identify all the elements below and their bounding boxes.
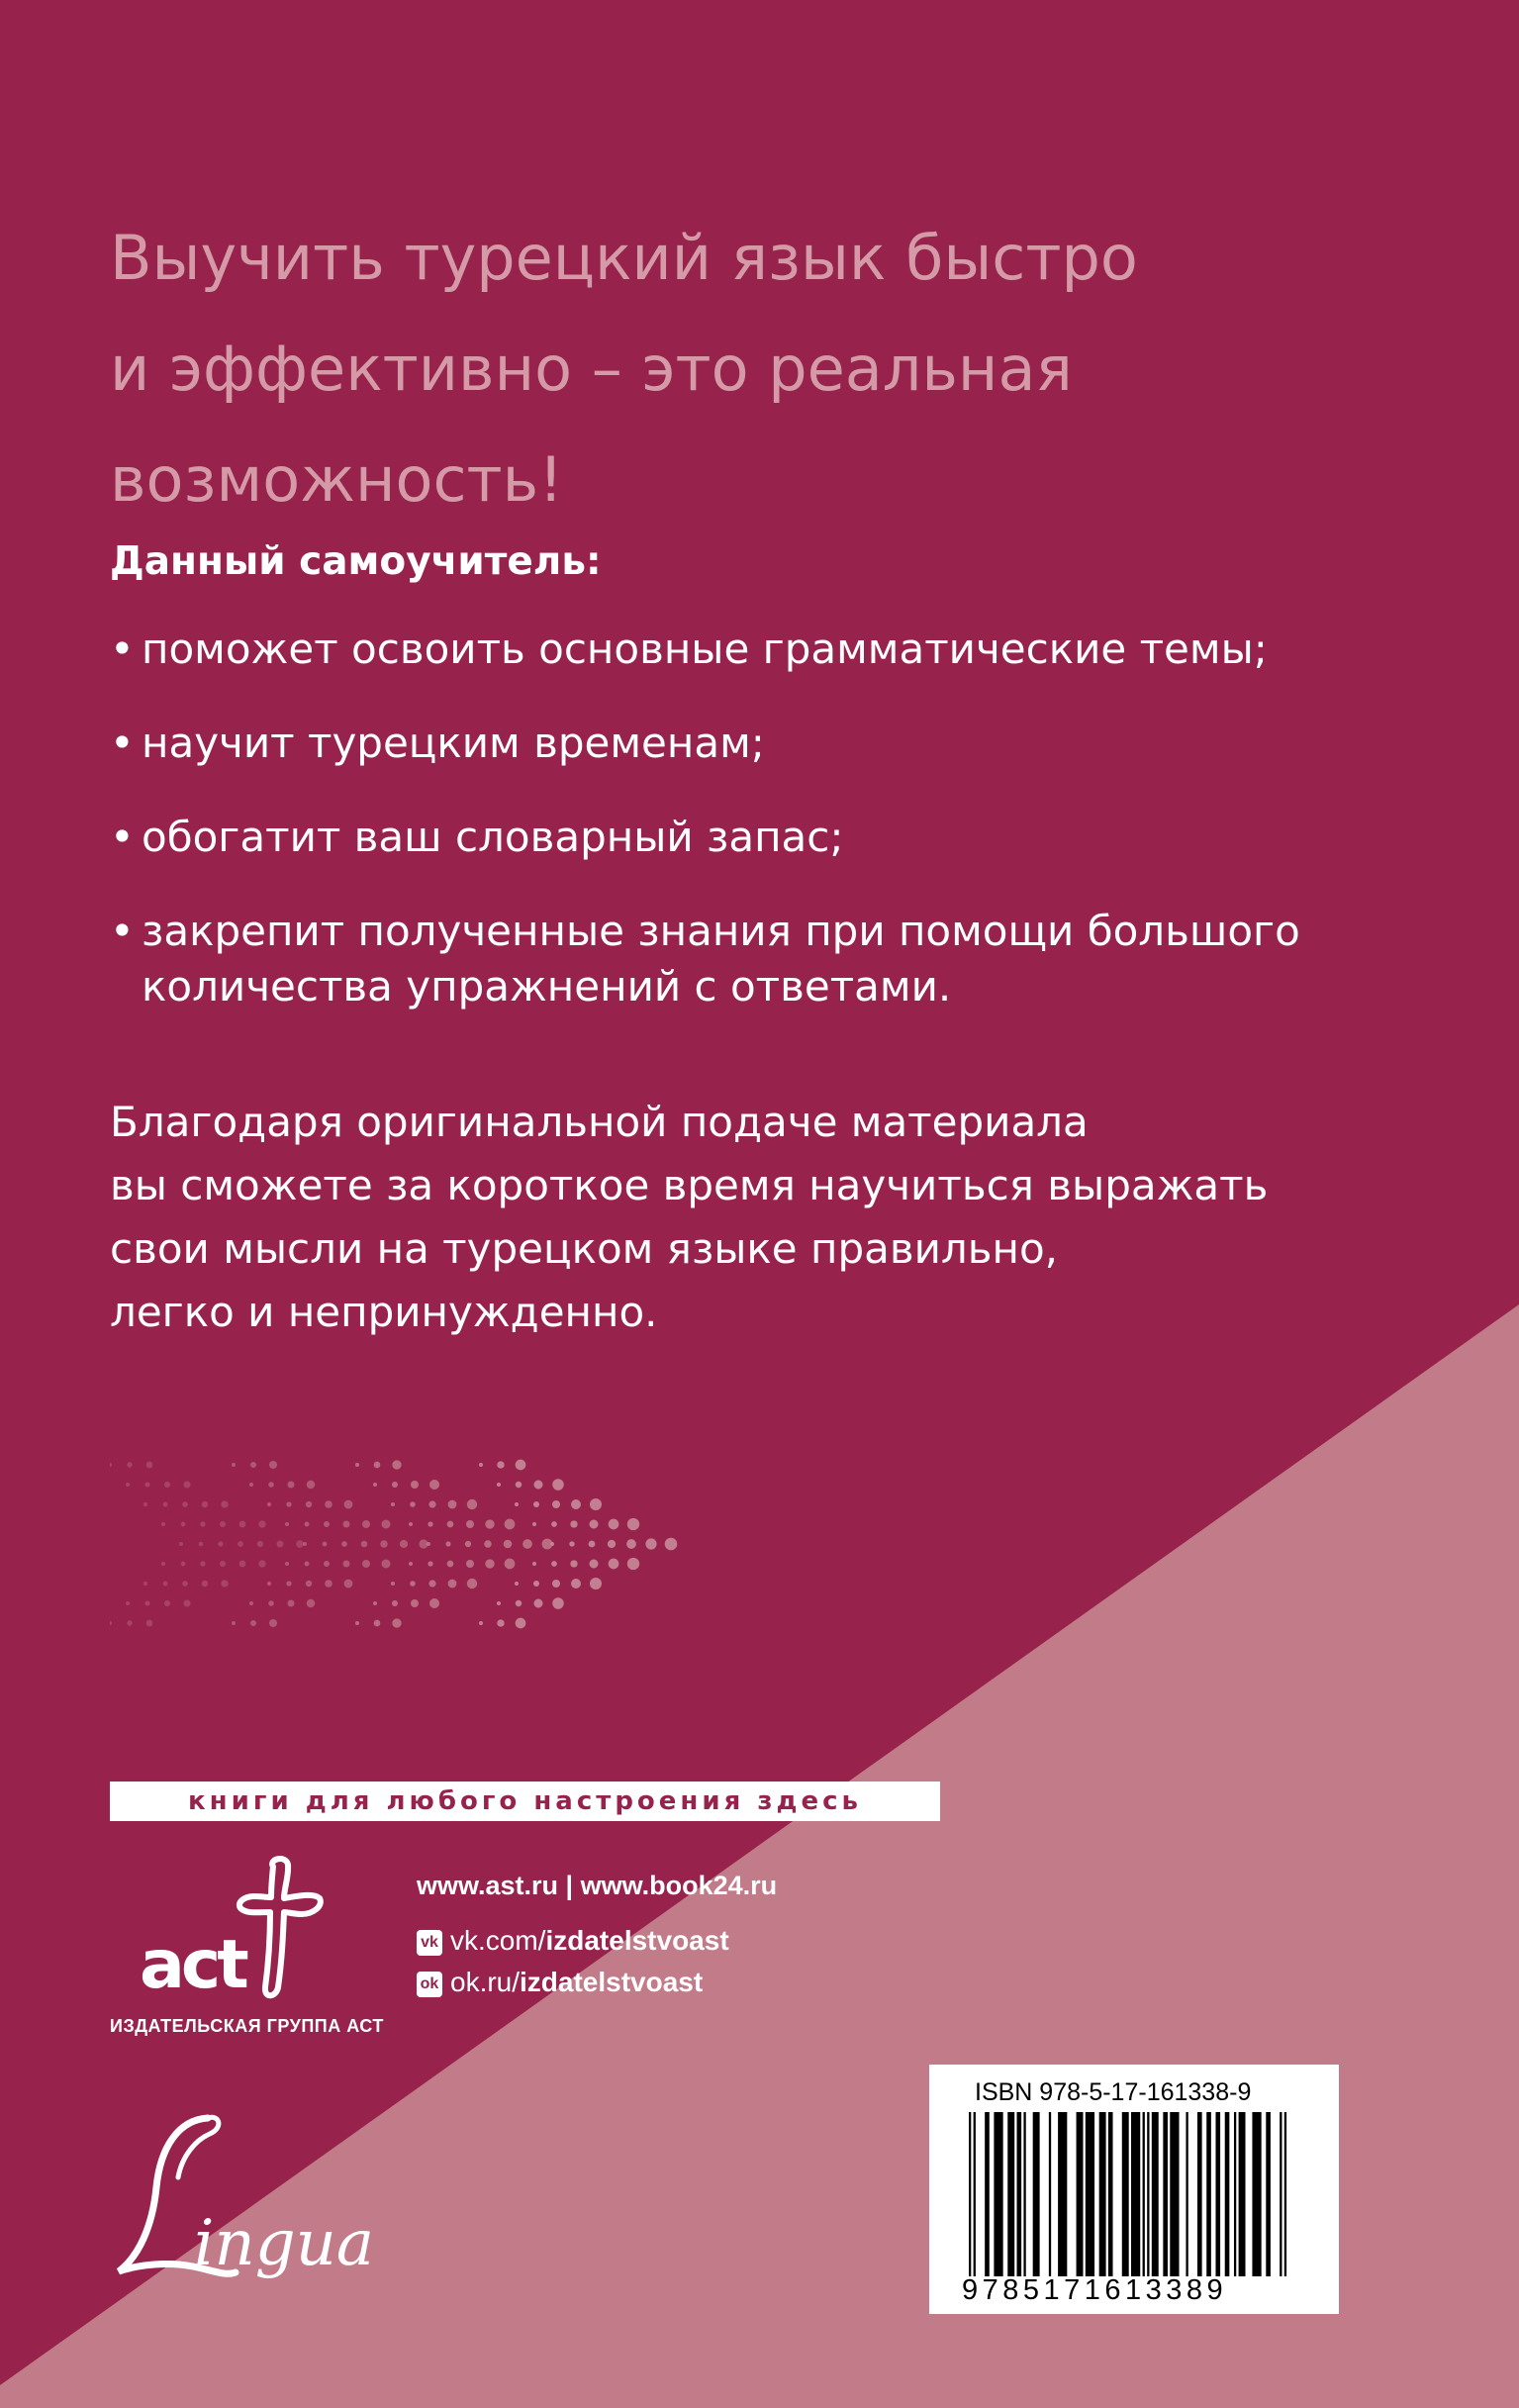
arrow-dot	[484, 1540, 491, 1547]
arrow-dot	[504, 1540, 513, 1549]
arrow-dot	[551, 1561, 557, 1567]
barcode	[929, 2065, 1339, 2314]
arrow-dot	[306, 1501, 312, 1507]
arrow-dot	[303, 1542, 307, 1546]
arrow-dot	[516, 1460, 526, 1471]
barcode-bar	[1215, 2112, 1220, 2276]
arrow-dot	[143, 1582, 147, 1586]
arrow-dot	[392, 1600, 398, 1606]
arrow-dot	[325, 1500, 332, 1508]
arrow-dot	[479, 1463, 483, 1467]
arrow-dot	[570, 1560, 577, 1567]
arrow-dot	[143, 1502, 147, 1506]
ean-digits: 9785171613389	[962, 2274, 1228, 2306]
arrow-dot	[202, 1501, 208, 1507]
arrow-dot	[391, 1582, 395, 1586]
arrow-dot	[427, 1561, 432, 1566]
arrow-dot	[146, 1462, 153, 1469]
arrow-dot	[202, 1581, 208, 1587]
barcode-bar	[1225, 2112, 1230, 2276]
arrow-dot	[325, 1580, 332, 1588]
arrow-dot	[184, 1600, 191, 1607]
arrow-dot	[324, 1521, 330, 1527]
arrow-dot	[161, 1522, 165, 1526]
ok-icon: ok	[417, 1972, 442, 1997]
arrow-dot	[126, 1483, 130, 1487]
arrow-dot	[220, 1521, 226, 1527]
arrow-dot	[515, 1582, 519, 1586]
arrow-dot	[306, 1581, 312, 1587]
intro-heading: Данный самоучитель:	[110, 539, 602, 584]
barcode-bar	[1007, 2112, 1014, 2276]
arrow-dot	[448, 1500, 457, 1509]
arrow-dot	[429, 1480, 439, 1490]
list-item	[110, 622, 1396, 677]
arrow-dot	[570, 1520, 577, 1527]
arrow-dot	[505, 1559, 516, 1570]
arrow-dot	[161, 1562, 165, 1566]
arrow-dot	[179, 1542, 183, 1546]
list-item-text: обогатит ваш словарный запас;	[142, 813, 844, 861]
arrow-dot	[532, 1522, 536, 1526]
arrow-dot	[127, 1620, 132, 1625]
arrow-dot	[250, 1620, 256, 1626]
arrow-dot	[343, 1561, 350, 1568]
arrow-dot	[571, 1579, 581, 1589]
arrow-dot	[164, 1600, 170, 1606]
arrow-dot	[428, 1500, 435, 1507]
headline-line: Выучить турецкий язык быстро	[110, 222, 1138, 294]
arrow-dot	[427, 1521, 432, 1526]
arrow-dot	[410, 1501, 416, 1507]
arrow-dot	[428, 1580, 435, 1587]
vk-handle: izdatelstvoast	[545, 1925, 729, 1956]
arrow-dot	[344, 1500, 353, 1509]
barcode-bar	[1058, 2112, 1067, 2276]
arrow-dot	[361, 1541, 368, 1548]
arrow-dot	[497, 1461, 504, 1468]
arrow-dot	[392, 1618, 401, 1627]
arrow-dot	[411, 1481, 419, 1489]
arrow-dot	[391, 1502, 395, 1506]
arrow-dot	[466, 1560, 474, 1568]
arrow-dot	[220, 1561, 226, 1567]
arrow-dot	[110, 1621, 112, 1625]
arrow-dot	[516, 1600, 522, 1607]
arrow-dot	[589, 1541, 596, 1548]
arrow-dot	[239, 1561, 246, 1568]
barcode-bar	[1108, 2112, 1113, 2276]
list-item-text: поможет освоить основные грамматические темы;	[142, 625, 1268, 673]
arrow-dot	[551, 1521, 557, 1527]
arrow-dot	[392, 1460, 401, 1469]
dotted-arrows-decoration	[110, 1455, 723, 1633]
ast-logo	[110, 1849, 367, 2007]
arrow-dot	[145, 1601, 150, 1606]
arrow-dot	[269, 1461, 277, 1469]
arrow-dot	[447, 1521, 454, 1528]
ok-prefix: ok.ru/	[450, 1967, 521, 1997]
barcode-bar	[1170, 2112, 1179, 2276]
description-line: свои мысли на турецком языке правильно,	[110, 1224, 1059, 1273]
barcode-bar	[1049, 2112, 1051, 2276]
arrow-dot	[267, 1582, 271, 1586]
arrow-dot	[355, 1621, 359, 1625]
arrow-dot	[285, 1562, 289, 1566]
arrow-dot	[627, 1558, 639, 1570]
arrow-dot	[485, 1559, 494, 1568]
arrow-dot	[626, 1539, 636, 1549]
arrow-dot	[552, 1597, 564, 1609]
vk-icon: vk	[417, 1930, 442, 1956]
arrow-dot	[382, 1560, 391, 1569]
arrow-dot	[497, 1601, 501, 1605]
arrow-dot	[324, 1561, 330, 1567]
websites[interactable]: www.ast.ru | www.book24.ru	[417, 1871, 778, 1900]
list-item-text: научит турецким временам;	[142, 719, 765, 767]
arrow-dot	[285, 1522, 289, 1526]
arrow-dot	[552, 1500, 560, 1508]
arrow-dot	[571, 1499, 581, 1509]
barcode-bar	[1152, 2112, 1159, 2276]
arrow-dot	[267, 1502, 271, 1506]
arrow-dot	[182, 1581, 188, 1587]
barcode-bar	[1280, 2112, 1282, 2276]
barcode-bar	[1077, 2112, 1084, 2276]
arrow-dot	[286, 1581, 291, 1586]
arrow-dot	[590, 1520, 599, 1529]
arrow-dot	[392, 1482, 398, 1488]
arrow-dot	[409, 1522, 413, 1526]
arrow-dot	[609, 1519, 619, 1530]
arrow-dot	[373, 1601, 377, 1605]
barcode-bar	[1131, 2112, 1140, 2276]
ok-link[interactable]	[417, 1967, 703, 1998]
arrow-dot	[288, 1482, 295, 1489]
arrow-dot	[218, 1541, 223, 1546]
arrow-dot	[447, 1561, 454, 1568]
bullet-icon: •	[110, 719, 135, 767]
arrow-dot	[305, 1522, 310, 1527]
arrow-dot	[181, 1522, 186, 1527]
arrow-dot	[200, 1521, 205, 1526]
description-line: Благодаря оригинальной подаче материала	[110, 1098, 1089, 1146]
bullet-icon: •	[110, 907, 135, 955]
arrow-dot	[239, 1521, 246, 1528]
isbn-label: ISBN 978-5-17-161338-9	[975, 2078, 1252, 2106]
barcode-bar	[1163, 2112, 1168, 2276]
arrow-dot	[590, 1578, 602, 1589]
arrow-dot	[163, 1582, 168, 1587]
barcode-bar	[1206, 2112, 1211, 2276]
barcode-bar	[1023, 2112, 1025, 2276]
arrow-dot	[516, 1482, 522, 1489]
arrow-dot	[445, 1541, 450, 1546]
arrow-dot	[590, 1498, 602, 1510]
barcode-bar	[1122, 2112, 1129, 2276]
arrow-dot	[497, 1619, 504, 1626]
arrow-dot	[341, 1541, 347, 1547]
list-item	[110, 904, 1396, 1014]
barcode-bar	[1099, 2112, 1106, 2276]
arrow-dot	[145, 1483, 150, 1488]
arrow-dot	[467, 1499, 477, 1509]
arrow-dot	[532, 1562, 536, 1566]
arrow-dot	[609, 1559, 619, 1570]
arrow-dot	[127, 1462, 132, 1467]
arrow-dot	[323, 1542, 328, 1547]
barcode-bar	[1252, 2112, 1261, 2276]
arrow-dot	[533, 1581, 539, 1587]
arrow-dot	[307, 1599, 316, 1608]
arrow-dot	[288, 1600, 295, 1607]
arrow-dot	[126, 1601, 130, 1605]
arrow-dot	[182, 1501, 188, 1507]
description-line: легко и непринужденно.	[110, 1288, 658, 1336]
arrow-dot	[250, 1462, 256, 1468]
arrow-dot	[221, 1500, 228, 1507]
arrow-dot	[515, 1502, 519, 1506]
arrow-dot	[269, 1619, 277, 1627]
lingua-logo	[99, 2098, 435, 2296]
arrow-dot	[516, 1618, 526, 1629]
arrow-dot	[373, 1483, 377, 1487]
headline-line: и эффективно – это реальная	[110, 333, 1073, 405]
bullet-icon: •	[110, 813, 135, 861]
arrow-dot	[307, 1481, 316, 1490]
barcode-bar	[985, 2112, 990, 2276]
arrow-dot	[429, 1598, 439, 1608]
arrow-dot	[184, 1482, 191, 1489]
arrow-dot	[344, 1580, 353, 1589]
list-item	[110, 810, 1396, 865]
arrow-dot	[258, 1560, 265, 1567]
arrow-dot	[569, 1541, 574, 1546]
arrow-dot	[146, 1620, 153, 1627]
arrow-dot	[479, 1621, 483, 1625]
arrow-dot	[466, 1520, 474, 1528]
barcode-bar	[1033, 2112, 1040, 2276]
barcode-bar	[974, 2112, 976, 2276]
arrow-dot	[380, 1540, 387, 1547]
arrow-dot	[286, 1501, 291, 1506]
arrow-dot	[552, 1580, 560, 1588]
barcode-bar	[1143, 2112, 1145, 2276]
arrow-dot	[110, 1463, 112, 1467]
barcode-bar	[969, 2112, 971, 2276]
arrow-dot	[505, 1519, 516, 1530]
vk-prefix: vk.com/	[450, 1925, 546, 1956]
tagline-banner: книги для любого настроения здесь	[110, 1782, 940, 1821]
barcode-bar	[1197, 2112, 1202, 2276]
arrow-dot	[258, 1520, 265, 1527]
arrow-dot	[497, 1483, 501, 1487]
barcode-bar	[1186, 2112, 1187, 2276]
arrow-dot	[533, 1501, 539, 1507]
barcode-bars	[969, 2112, 1305, 2276]
list-item	[110, 716, 1396, 771]
arrow-dot	[608, 1540, 616, 1548]
arrow-dot	[221, 1580, 228, 1587]
bullet-icon: •	[110, 625, 135, 673]
arrow-dot	[467, 1579, 477, 1589]
arrow-dot	[534, 1599, 543, 1608]
publisher-group-label: ИЗДАТЕЛЬСКАЯ ГРУППА АСТ	[110, 2016, 384, 2036]
barcode-bar	[1086, 2112, 1094, 2276]
arrow-dot	[343, 1521, 350, 1528]
arrow-dot	[362, 1520, 370, 1528]
headline-line: возможность!	[110, 443, 564, 516]
barcode-bar	[1147, 2112, 1149, 2276]
arrow-dot	[232, 1621, 236, 1625]
description	[110, 1091, 1347, 1344]
arrow-dot	[522, 1539, 532, 1549]
arrow-dot	[305, 1562, 310, 1567]
arrow-dot	[237, 1541, 243, 1547]
arrow-dot	[382, 1520, 391, 1529]
arrow-dot	[427, 1542, 430, 1546]
arrow-dot	[200, 1561, 205, 1566]
barcode-bar	[1017, 2112, 1022, 2276]
arrow-dot	[268, 1600, 274, 1606]
arrow-dot	[665, 1538, 678, 1551]
arrow-dot	[355, 1463, 359, 1467]
barcode-bar	[1284, 2112, 1286, 2276]
barcode-bar	[1234, 2112, 1236, 2276]
ast-logo-text: act	[140, 1926, 245, 2004]
arrow-dot	[268, 1482, 274, 1488]
description-line: вы сможете за короткое время научиться выражать	[110, 1161, 1269, 1209]
arrow-dot	[249, 1601, 253, 1605]
list-item-text: закрепит полученные знания при помощи большого	[142, 907, 1300, 955]
ok-handle: izdatelstvoast	[520, 1967, 704, 1997]
arrow-dot	[199, 1542, 204, 1547]
arrow-dot	[277, 1541, 284, 1548]
arrow-dot	[249, 1483, 253, 1487]
feature-list	[110, 622, 1396, 1053]
arrow-dot	[590, 1560, 599, 1569]
vk-link[interactable]	[417, 1925, 729, 1957]
arrow-dot	[232, 1463, 236, 1467]
svg-text:ingua: ingua	[194, 2207, 375, 2280]
arrow-dot	[164, 1482, 170, 1488]
arrow-dot	[163, 1502, 168, 1507]
arrow-dot	[362, 1560, 370, 1568]
arrow-dot	[550, 1542, 554, 1546]
arrow-dot	[448, 1580, 457, 1589]
arrow-dot	[410, 1581, 416, 1587]
arrow-dot	[296, 1540, 303, 1547]
arrow-dot	[645, 1538, 656, 1549]
arrow-dot	[552, 1479, 564, 1491]
arrow-dot	[534, 1481, 543, 1490]
arrow-dot	[485, 1519, 494, 1528]
arrow-dot	[257, 1541, 263, 1547]
arrow-dot	[374, 1462, 381, 1469]
arrow-dot	[400, 1540, 408, 1548]
barcode-bar	[994, 2112, 1002, 2276]
arrow-dot	[374, 1620, 381, 1627]
arrow-dot	[465, 1541, 471, 1547]
barcode-bar	[1266, 2112, 1271, 2276]
arrow-dot	[627, 1518, 639, 1530]
arrow-dot	[409, 1562, 413, 1566]
list-item-text: количества упражнений с ответами.	[142, 962, 952, 1011]
arrow-dot	[411, 1599, 419, 1607]
arrow-dot	[181, 1562, 186, 1567]
headline	[110, 203, 1396, 535]
barcode-bar	[1239, 2112, 1246, 2276]
